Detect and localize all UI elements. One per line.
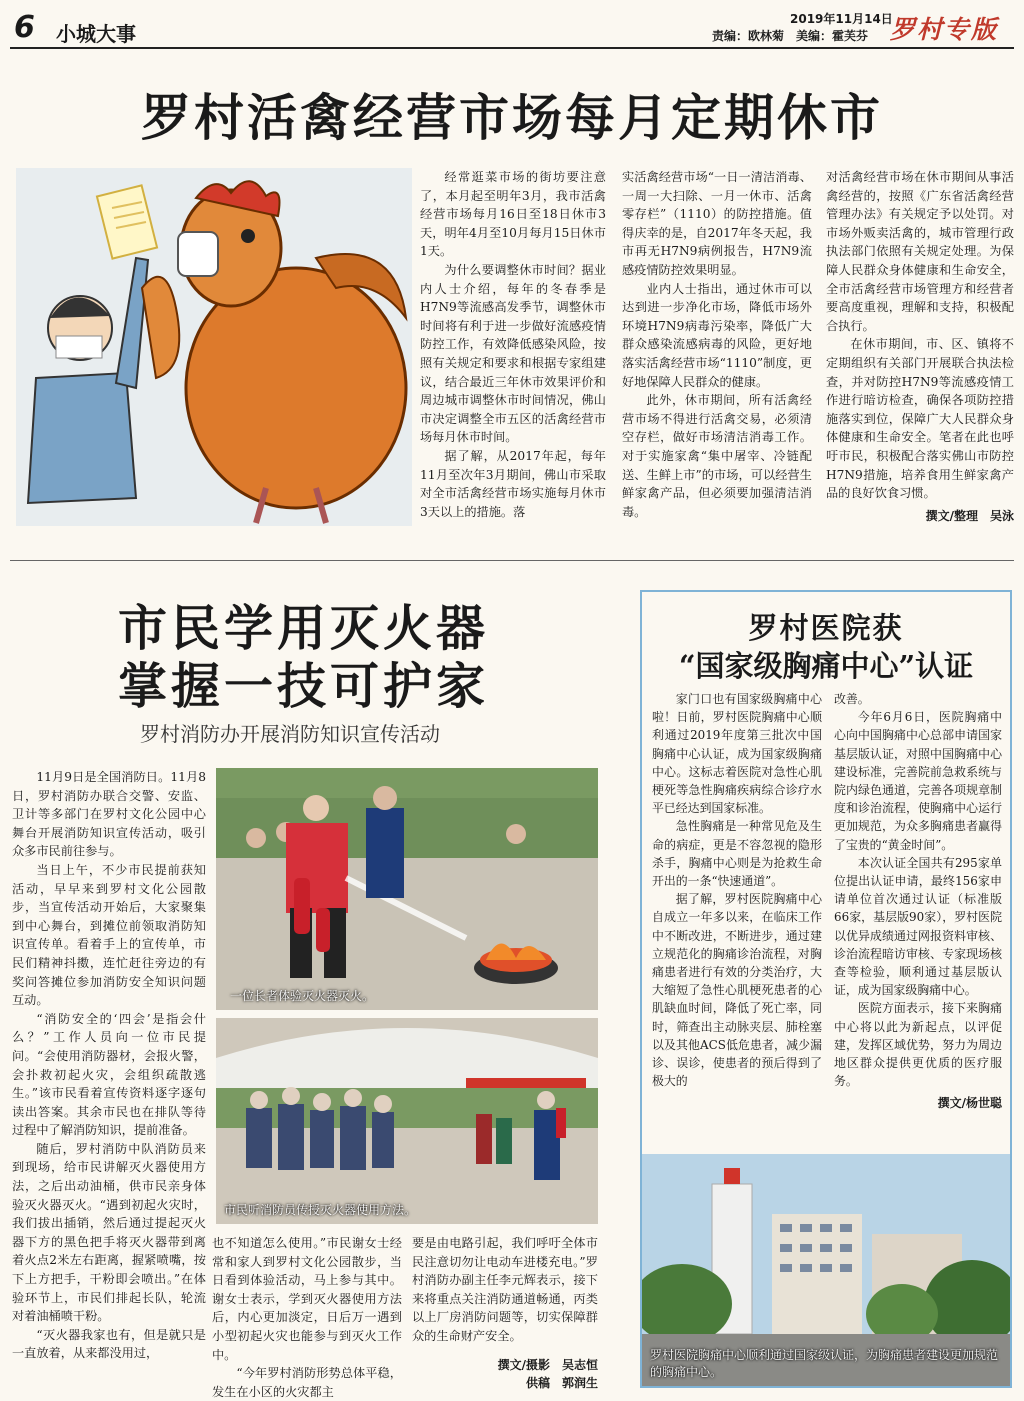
hospital-photo-caption: 罗村医院胸痛中心顺利通过国家级认证，为胸痛患者建设更加规范的胸痛中心。 [650, 1348, 999, 1379]
paragraph: 今年6月6日，医院胸痛中心向中国胸痛中心总部申请国家基层版认证，对照中国胸痛中心建设标准，完善院前急救系统与院内绿色通道，完善各项规章制度和诊治流程，使胸痛中心运行更加规范，为众多胸痛患者赢得了宝贵的“黄金时间”。 [834, 710, 1002, 852]
article3-column-2 [834, 690, 1002, 1113]
paragraph: 对活禽经营市场在休市期间从事活禽经营的，按照《广东省活禽经营管理办法》有关规定予以处罚。对市场外贩卖活禽的，城市管理行政执法部门依照有关规定处理。为保障人民群众身体健康和生命安全，全市活禽经营市场管理方和经营者要高度重视，理解和支持，积极配合执行。 [826, 170, 1014, 333]
article1-headline: 罗村活禽经营市场每月定期休市 [141, 88, 883, 147]
article3-headline-2: “国家级胸痛中心”认证 [678, 649, 974, 683]
article3-headline-1: 罗村医院获 [748, 611, 904, 645]
hospital-photo [642, 1154, 1010, 1386]
paragraph: “今年罗村消防形势总体平稳，发生在小区的火灾都主 [212, 1366, 402, 1399]
fire-training-crowd-photo [216, 1018, 598, 1224]
article3-column-1 [652, 690, 822, 1090]
paragraph: “灭火器我家也有，但是就只是一直放着，从来都没用过， [12, 1327, 206, 1361]
article2-column-1 [12, 768, 206, 1363]
paragraph: 当日上午，不少市民提前获知活动，早早来到罗村文化公园散步，当宣传活动开始后，大家聚集到中心舞台，到摊位前领取消防知识宣传单。看着手上的宣传单，市民们精神抖擞，连忙赶往旁边的有奖问答摊位参加消防安全知识问题互动。 [12, 862, 206, 1008]
page-number: 6 [14, 10, 35, 45]
article2-subheadline: 罗村消防办开展消防知识宣传活动 [140, 722, 440, 746]
masthead-logo: 罗村专版 [890, 15, 999, 44]
page-header [0, 0, 1024, 48]
photo2-caption: 市民听消防员传授灭火器使用方法。 [224, 1203, 417, 1217]
paragraph: 11月9日是全国消防日。11月8日，罗村消防办联合交警、安监、卫计等多部门在罗村文化公园中心舞台开展消防知识宣传活动，吸引众多市民前往参与。 [12, 770, 206, 859]
paragraph: 经常逛菜市场的街坊要注意了，本月起至明年3月，我市活禽经营市场每月16日至18日休市3天，明年4月至10月每月15日休市1天。 [420, 170, 606, 259]
article1-signature: 撰文/整理 吴泳 [925, 508, 1014, 523]
article3-signature: 撰文/杨世聪 [937, 1096, 1002, 1111]
hospital-article-box [640, 590, 1012, 1388]
paragraph: 改善。 [834, 692, 870, 706]
section-title: 小城大事 [56, 22, 136, 46]
header-rule [10, 47, 1014, 49]
article2-headline-1: 市民学用灭火器 [118, 599, 490, 657]
paragraph: 随后，罗村消防中队消防员来到现场，给市民讲解灭火器使用方法，之后出动油桶，供市民亲身体验灭火器灭火。“遇到初起火灾时，我们拔出插销，然后通过提起灭火器下方的黑色把手将灭火器带到离着火点2米左右距离，握紧喷嘴，按下上方把手，干粉即会喷出。”在体验环节上，市民们排起长队，轮流对着油桶喷干粉。 [12, 1141, 206, 1324]
paragraph: 也不知道怎么使用。”市民谢女士经常和家人到罗村文化公园散步，当日看到体验活动，马上参与其中。谢女士表示，学到灭火器使用方法后，内心更加淡定，日后万一遇到小型初起火灾也能参与到灭火工作中。 [212, 1236, 402, 1362]
issue-date: 2019年11月14日 [790, 12, 893, 26]
paragraph: 急性胸痛是一种常见危及生命的病症，更是不容忽视的隐形杀手，胸痛中心则是为抢救生命开出的一条“快速通道”。 [652, 819, 822, 889]
article2-signature-2: 供稿 郭润生 [525, 1376, 598, 1391]
article2-column-3 [412, 1234, 598, 1393]
article2-signature-1: 撰文/摄影 吴志恒 [497, 1357, 598, 1372]
paragraph: 此外，休市期间，所有活禽经营市场不得进行活禽交易，必须清空存栏，做好市场清洁消毒工作。对于实施家禽“集中屠宰、冷链配送、生鲜上市”的市场，可以经营生鲜家禽产品，但必须要加强清洁消毒。 [622, 393, 812, 519]
paragraph: 要是由电路引起，我们呼吁全体市民注意切勿让电动车进楼充电。”罗村消防办副主任李元辉表示，接下来将重点关注消防通道畅通，丙类以上厂房消防问题等，切实保障群众的生命财产安全。 [412, 1236, 598, 1343]
section-divider [10, 560, 1014, 561]
article1-column-3 [826, 168, 1014, 525]
paragraph: “消防安全的‘四会’是指会什么？”工作人员向一位市民提问。“会使用消防器材，会报火警，会扑救初起火灾，会组织疏散逃生。”该市民看着宣传资料逐字逐句读出答案。其余市民也在排队等待过程中了解消防知识，提前准备。 [12, 1011, 206, 1138]
editor-credits: 责编：欧林菊 美编：霍芙芬 [712, 29, 869, 43]
paragraph: 据了解，罗村医院胸痛中心自成立一年多以来，在临床工作中不断改进，不断进步，通过建立规范化的胸痛诊治流程，对胸痛患者进行有效的分类治疗，大大缩短了急性心肌梗死患者的心肌缺血时间，降低了死亡率，同时，筛查出主动脉夹层、肺栓塞以及其他ACS低危患者，减少漏诊、误诊，使患者的预后得到了极大的 [652, 892, 822, 1089]
paragraph: 医院方面表示，接下来胸痛中心将以此为新起点，以评促建，发挥区域优势，努力为周边地区群众提供更优质的医疗服务。 [834, 1001, 1002, 1089]
article1-column-1 [420, 168, 606, 521]
article1-column-2 [622, 168, 812, 521]
fire-extinguisher-photo [216, 768, 598, 1010]
paragraph: 据了解，从2017年起，每年11月至次年3月期间，佛山市采取对全市活禽经营市场实施每月休市3天以上的措施。落 [420, 448, 606, 519]
photo1-caption: 一位长者体验灭火器灭火。 [230, 989, 375, 1003]
paragraph: 业内人士指出，通过休市可以达到进一步净化市场，降低市场外环境H7N9病毒污染率，降低广大群众感染流感病毒的风险，更好地落实活禽经营市场“1110”制度，更好地保障人民群众的健康。 [622, 281, 812, 389]
chicken-illustration [16, 168, 412, 526]
article2-column-2 [212, 1234, 402, 1401]
paragraph: 在休市期间，市、区、镇将不定期组织有关部门开展联合执法检查，并对防控H7N9等流感疫情工作进行暗访检查，确保各项防控措施落实到位，保障广大人民群众身体健康和生命安全。笔者在此也呼吁市民，积极配合落实佛山市防控H7N9措施，培养食用生鲜家禽产品的良好饮食习惯。 [826, 337, 1014, 501]
paragraph: 本次认证全国共有295家单位提出认证申请，最终156家申请单位首次通过认证（标准版66家，基层版90家），罗村医院以优异成绩通过网报资料审核、诊治流程暗访审核、专家现场核查等检验，顺利通过基层版认证，成为国家级胸痛中心。 [834, 855, 1002, 998]
paragraph: 家门口也有国家级胸痛中心啦！日前，罗村医院胸痛中心顺利通过2019年度第三批次中国胸痛中心认证，成为国家级胸痛中心。这标志着医院对急性心肌梗死等急性胸痛疾病综合诊疗水平已经达到国家标准。 [652, 692, 822, 816]
article2-headline-2: 掌握一技可护家 [118, 657, 490, 715]
paragraph: 实活禽经营市场“一日一清洁消毒、一周一大扫除、一月一休市、活禽零存栏”（1110）的防控措施。值得庆幸的是，自2017年冬天起，我市再无H7N9病例报告，H7N9流感疫情防控效果明显。 [622, 170, 812, 277]
paragraph: 为什么要调整休市时间？据业内人士介绍，每年的冬春季是H7N9等流感高发季节，调整休市时间将有利于进一步做好流感疫情防控工作，有效降低感染风险，按照有关规定和要求和根据专家组建议，结合最近三年休市效果评价和周边城市调整休市时间情况，佛山市决定调整全市五区的活禽经营市场每月休市时间。 [420, 262, 606, 445]
